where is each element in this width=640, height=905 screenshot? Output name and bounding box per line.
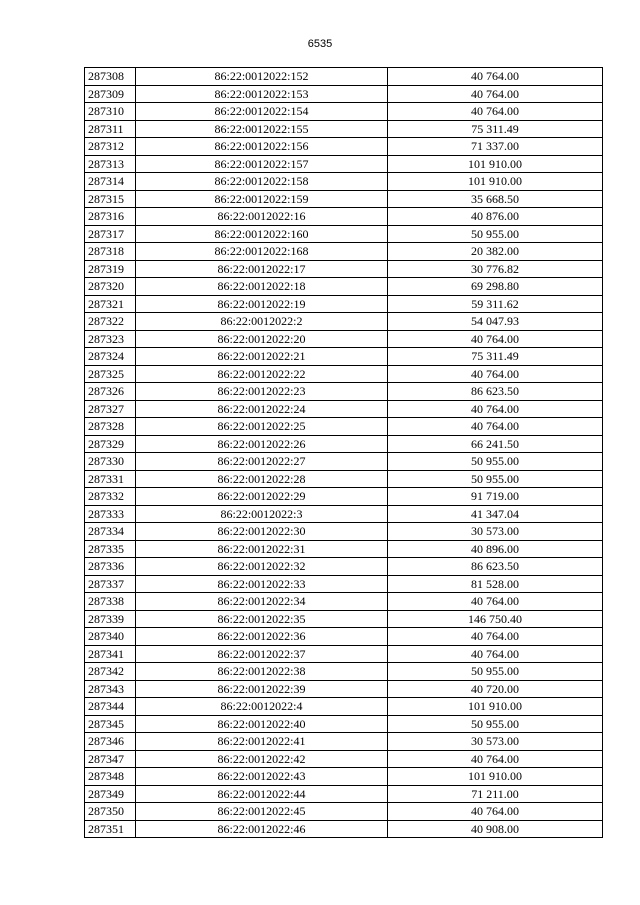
table-row	[85, 610, 603, 628]
row-number-cell: 287339	[85, 610, 136, 628]
cadastral-number-cell: 86:22:0012022:153	[136, 85, 388, 103]
table-row	[85, 260, 603, 278]
cadastral-value-cell: 50 955.00	[388, 453, 603, 471]
row-number-cell: 287319	[85, 260, 136, 278]
cadastral-value-cell: 41 347.04	[388, 505, 603, 523]
cadastral-number-cell: 86:22:0012022:158	[136, 173, 388, 191]
cadastral-value-cell: 40 720.00	[388, 680, 603, 698]
table-row	[85, 523, 603, 541]
table-row	[85, 383, 603, 401]
cadastral-value-cell: 66 241.50	[388, 435, 603, 453]
row-number-cell: 287350	[85, 803, 136, 821]
cadastral-value-cell: 146 750.40	[388, 610, 603, 628]
cadastral-value-cell: 101 910.00	[388, 698, 603, 716]
row-number-cell: 287332	[85, 488, 136, 506]
cadastral-value-cell: 40 908.00	[388, 820, 603, 838]
table-row	[85, 803, 603, 821]
cadastral-number-cell: 86:22:0012022:160	[136, 225, 388, 243]
cadastral-number-cell: 86:22:0012022:34	[136, 593, 388, 611]
row-number-cell: 287346	[85, 733, 136, 751]
cadastral-number-cell: 86:22:0012022:45	[136, 803, 388, 821]
table-row	[85, 785, 603, 803]
cadastral-number-cell: 86:22:0012022:29	[136, 488, 388, 506]
table-row	[85, 575, 603, 593]
cadastral-number-cell: 86:22:0012022:18	[136, 278, 388, 296]
cadastral-number-cell: 86:22:0012022:25	[136, 418, 388, 436]
cadastral-number-cell: 86:22:0012022:23	[136, 383, 388, 401]
cadastral-value-cell: 40 876.00	[388, 208, 603, 226]
table-row	[85, 243, 603, 261]
table-row	[85, 593, 603, 611]
row-number-cell: 287320	[85, 278, 136, 296]
row-number-cell: 287321	[85, 295, 136, 313]
table-row	[85, 470, 603, 488]
row-number-cell: 287333	[85, 505, 136, 523]
row-number-cell: 287331	[85, 470, 136, 488]
table-row	[85, 435, 603, 453]
cadastral-number-cell: 86:22:0012022:31	[136, 540, 388, 558]
row-number-cell: 287316	[85, 208, 136, 226]
cadastral-value-cell: 30 573.00	[388, 523, 603, 541]
table-row	[85, 558, 603, 576]
row-number-cell: 287344	[85, 698, 136, 716]
table-row	[85, 103, 603, 121]
cadastral-value-cell: 86 623.50	[388, 383, 603, 401]
table-row	[85, 173, 603, 191]
cadastral-number-cell: 86:22:0012022:17	[136, 260, 388, 278]
cadastral-number-cell: 86:22:0012022:22	[136, 365, 388, 383]
cadastral-number-cell: 86:22:0012022:41	[136, 733, 388, 751]
cadastral-number-cell: 86:22:0012022:30	[136, 523, 388, 541]
row-number-cell: 287340	[85, 628, 136, 646]
row-number-cell: 287309	[85, 85, 136, 103]
table-row	[85, 733, 603, 751]
table-row	[85, 768, 603, 786]
table-row	[85, 138, 603, 156]
table-body	[85, 68, 603, 838]
table-row	[85, 715, 603, 733]
cadastral-value-cell: 50 955.00	[388, 715, 603, 733]
table-row	[85, 348, 603, 366]
cadastral-value-cell: 50 955.00	[388, 225, 603, 243]
cadastral-number-cell: 86:22:0012022:33	[136, 575, 388, 593]
cadastral-value-cell: 40 764.00	[388, 68, 603, 86]
cadastral-number-cell: 86:22:0012022:16	[136, 208, 388, 226]
cadastral-number-cell: 86:22:0012022:24	[136, 400, 388, 418]
row-number-cell: 287327	[85, 400, 136, 418]
row-number-cell: 287326	[85, 383, 136, 401]
row-number-cell: 287308	[85, 68, 136, 86]
cadastral-number-cell: 86:22:0012022:19	[136, 295, 388, 313]
table-row	[85, 418, 603, 436]
cadastral-value-cell: 40 764.00	[388, 593, 603, 611]
cadastral-value-cell: 30 776.82	[388, 260, 603, 278]
table-row	[85, 365, 603, 383]
cadastral-number-cell: 86:22:0012022:32	[136, 558, 388, 576]
table-row	[85, 645, 603, 663]
row-number-cell: 287318	[85, 243, 136, 261]
cadastral-value-cell: 20 382.00	[388, 243, 603, 261]
cadastral-value-cell: 59 311.62	[388, 295, 603, 313]
cadastral-value-cell: 71 211.00	[388, 785, 603, 803]
cadastral-value-cell: 81 528.00	[388, 575, 603, 593]
cadastral-number-cell: 86:22:0012022:159	[136, 190, 388, 208]
table-row	[85, 400, 603, 418]
table-row	[85, 278, 603, 296]
row-number-cell: 287310	[85, 103, 136, 121]
row-number-cell: 287313	[85, 155, 136, 173]
cadastral-value-cell: 40 764.00	[388, 365, 603, 383]
cadastral-value-cell: 40 764.00	[388, 330, 603, 348]
table-row	[85, 820, 603, 838]
cadastral-value-cell: 40 764.00	[388, 85, 603, 103]
table-row	[85, 295, 603, 313]
row-number-cell: 287325	[85, 365, 136, 383]
table-row	[85, 698, 603, 716]
row-number-cell: 287338	[85, 593, 136, 611]
table-row	[85, 208, 603, 226]
row-number-cell: 287337	[85, 575, 136, 593]
cadastral-number-cell: 86:22:0012022:154	[136, 103, 388, 121]
cadastral-value-cell: 40 896.00	[388, 540, 603, 558]
row-number-cell: 287336	[85, 558, 136, 576]
cadastral-number-cell: 86:22:0012022:42	[136, 750, 388, 768]
cadastral-number-cell: 86:22:0012022:2	[136, 313, 388, 331]
cadastral-value-cell: 40 764.00	[388, 400, 603, 418]
table-row	[85, 488, 603, 506]
cadastral-value-cell: 50 955.00	[388, 663, 603, 681]
cadastral-value-cell: 54 047.93	[388, 313, 603, 331]
cadastral-number-cell: 86:22:0012022:21	[136, 348, 388, 366]
table-row	[85, 453, 603, 471]
row-number-cell: 287343	[85, 680, 136, 698]
cadastral-value-cell: 91 719.00	[388, 488, 603, 506]
row-number-cell: 287317	[85, 225, 136, 243]
cadastral-number-cell: 86:22:0012022:44	[136, 785, 388, 803]
row-number-cell: 287322	[85, 313, 136, 331]
row-number-cell: 287314	[85, 173, 136, 191]
cadastral-value-cell: 86 623.50	[388, 558, 603, 576]
cadastral-value-cell: 40 764.00	[388, 750, 603, 768]
row-number-cell: 287349	[85, 785, 136, 803]
cadastral-number-cell: 86:22:0012022:4	[136, 698, 388, 716]
cadastral-value-cell: 40 764.00	[388, 628, 603, 646]
row-number-cell: 287341	[85, 645, 136, 663]
table-row	[85, 155, 603, 173]
row-number-cell: 287312	[85, 138, 136, 156]
table-row	[85, 68, 603, 86]
cadastral-value-cell: 69 298.80	[388, 278, 603, 296]
row-number-cell: 287323	[85, 330, 136, 348]
table-row	[85, 85, 603, 103]
cadastral-value-cell: 40 764.00	[388, 103, 603, 121]
row-number-cell: 287324	[85, 348, 136, 366]
cadastral-value-cell: 50 955.00	[388, 470, 603, 488]
cadastral-number-cell: 86:22:0012022:39	[136, 680, 388, 698]
table-row	[85, 190, 603, 208]
row-number-cell: 287348	[85, 768, 136, 786]
cadastral-value-cell: 101 910.00	[388, 173, 603, 191]
cadastral-value-cell: 35 668.50	[388, 190, 603, 208]
row-number-cell: 287329	[85, 435, 136, 453]
cadastral-number-cell: 86:22:0012022:40	[136, 715, 388, 733]
table-row	[85, 540, 603, 558]
row-number-cell: 287347	[85, 750, 136, 768]
cadastral-value-cell: 40 764.00	[388, 803, 603, 821]
cadastral-value-cell: 75 311.49	[388, 120, 603, 138]
table-row	[85, 750, 603, 768]
cadastral-value-cell: 40 764.00	[388, 418, 603, 436]
table-row	[85, 663, 603, 681]
cadastral-number-cell: 86:22:0012022:20	[136, 330, 388, 348]
cadastral-number-cell: 86:22:0012022:3	[136, 505, 388, 523]
cadastral-number-cell: 86:22:0012022:155	[136, 120, 388, 138]
cadastral-value-table	[84, 67, 603, 838]
cadastral-value-cell: 40 764.00	[388, 645, 603, 663]
table-row	[85, 505, 603, 523]
cadastral-value-cell: 101 910.00	[388, 768, 603, 786]
cadastral-number-cell: 86:22:0012022:36	[136, 628, 388, 646]
row-number-cell: 287345	[85, 715, 136, 733]
cadastral-number-cell: 86:22:0012022:152	[136, 68, 388, 86]
cadastral-number-cell: 86:22:0012022:156	[136, 138, 388, 156]
page-number: 6535	[307, 38, 333, 50]
cadastral-value-cell: 71 337.00	[388, 138, 603, 156]
row-number-cell: 287330	[85, 453, 136, 471]
row-number-cell: 287342	[85, 663, 136, 681]
row-number-cell: 287315	[85, 190, 136, 208]
cadastral-value-cell: 101 910.00	[388, 155, 603, 173]
cadastral-number-cell: 86:22:0012022:27	[136, 453, 388, 471]
row-number-cell: 287335	[85, 540, 136, 558]
table-row	[85, 225, 603, 243]
cadastral-number-cell: 86:22:0012022:28	[136, 470, 388, 488]
row-number-cell: 287334	[85, 523, 136, 541]
cadastral-value-cell: 75 311.49	[388, 348, 603, 366]
cadastral-number-cell: 86:22:0012022:168	[136, 243, 388, 261]
cadastral-number-cell: 86:22:0012022:26	[136, 435, 388, 453]
cadastral-number-cell: 86:22:0012022:46	[136, 820, 388, 838]
cadastral-number-cell: 86:22:0012022:43	[136, 768, 388, 786]
table-row	[85, 330, 603, 348]
cadastral-value-cell: 30 573.00	[388, 733, 603, 751]
table-row	[85, 120, 603, 138]
row-number-cell: 287328	[85, 418, 136, 436]
table-row	[85, 680, 603, 698]
cadastral-number-cell: 86:22:0012022:157	[136, 155, 388, 173]
row-number-cell: 287311	[85, 120, 136, 138]
row-number-cell: 287351	[85, 820, 136, 838]
cadastral-number-cell: 86:22:0012022:38	[136, 663, 388, 681]
cadastral-number-cell: 86:22:0012022:35	[136, 610, 388, 628]
table-row	[85, 313, 603, 331]
table-row	[85, 628, 603, 646]
cadastral-number-cell: 86:22:0012022:37	[136, 645, 388, 663]
